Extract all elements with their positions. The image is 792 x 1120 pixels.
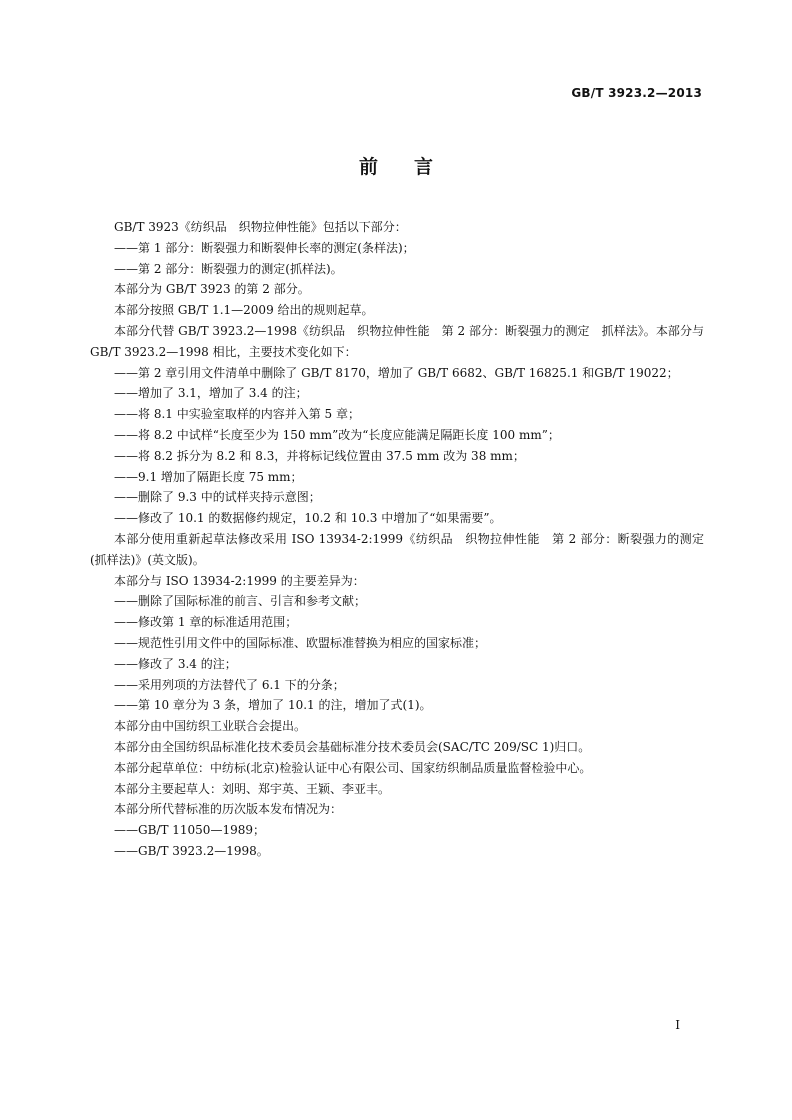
paragraph: 本部分与 ISO 13934-2:1999 的主要差异为： <box>114 573 365 588</box>
foreword-body <box>90 217 704 862</box>
list-item: ——GB/T 11050—1989； <box>114 823 265 838</box>
paragraph: GB/T 3923《纺织品 织物拉伸性能》包括以下部分： <box>114 220 407 234</box>
list-item: ——删除了国际标准的前言、引言和参考文献； <box>114 594 367 609</box>
list-item: ——第 2 部分：断裂强力的测定(抓样法)。 <box>114 261 343 276</box>
paragraph: 本部分由中国纺织工业联合会提出。 <box>114 719 307 734</box>
paragraph: 本部分由全国纺织品标准化技术委员会基础标准分技术委员会(SAC/TC 209/SC 1)归口。 <box>114 739 591 754</box>
list-item: ——第 10 章分为 3 条，增加了 10.1 的注，增加了式(1)。 <box>114 698 432 713</box>
page-title: 前言 <box>358 156 469 178</box>
list-item: ——将 8.2 拆分为 8.2 和 8.3，并将标记线位置由 37.5 mm 改为 38 mm； <box>114 448 525 463</box>
paragraph: 本部分代替 GB/T 3923.2—1998《纺织品 织物拉伸性能 第 2 部分：断裂强力的测定 抓样法》。本部分与 GB/T 3923.2—1998 相比，主要技术变化如下： <box>90 323 704 359</box>
list-item: ——修改了 10.1 的数据修约规定，10.2 和 10.3 中增加了“如果需要”。 <box>114 511 502 526</box>
standard-code: GB/T 3923.2—2013 <box>571 86 702 100</box>
paragraph: 本部分按照 GB/T 1.1—2009 给出的规则起草。 <box>114 303 374 318</box>
list-item: ——采用列项的方法替代了 6.1 下的分条； <box>114 677 345 692</box>
list-item: ——第 1 部分：断裂强力和断裂伸长率的测定(条样法)； <box>114 240 415 255</box>
list-item: ——GB/T 3923.2—1998。 <box>114 843 269 858</box>
list-item: ——将 8.2 中试样“长度至少为 150 mm”改为“长度应能满足隔距长度 100 mm”； <box>114 427 560 442</box>
paragraph: 本部分使用重新起草法修改采用 ISO 13934-2:1999《纺织品 织物拉伸性能 第 2 部分：断裂强力的测定(抓样法)》(英文版)。 <box>90 531 704 567</box>
paragraph: 本部分起草单位：中纺标(北京)检验认证中心有限公司、国家纺织制品质量监督检验中心。 <box>114 760 592 775</box>
paragraph: 本部分所代替标准的历次版本发布情况为： <box>114 802 343 817</box>
list-item: ——删除了 9.3 中的试样夹持示意图； <box>114 490 321 505</box>
page-number: I <box>675 1018 680 1032</box>
paragraph: 本部分主要起草人：刘明、郑宇英、王颖、李亚丰。 <box>114 781 391 796</box>
list-item: ——增加了 3.1，增加了 3.4 的注； <box>114 386 308 401</box>
list-item: ——修改第 1 章的标准适用范围； <box>114 615 298 630</box>
list-item: ——规范性引用文件中的国际标准、欧盟标准替换为相应的国家标准； <box>114 635 487 650</box>
paragraph: 本部分为 GB/T 3923 的第 2 部分。 <box>114 282 310 297</box>
list-item: ——修改了 3.4 的注； <box>114 656 237 671</box>
list-item: ——第 2 章引用文件清单中删除了 GB/T 8170，增加了 GB/T 6682、GB/T 16825.1 和GB/T 19022； <box>114 365 679 380</box>
list-item: ——9.1 增加了隔距长度 75 mm； <box>114 469 303 484</box>
list-item: ——将 8.1 中实验室取样的内容并入第 5 章； <box>114 407 360 422</box>
